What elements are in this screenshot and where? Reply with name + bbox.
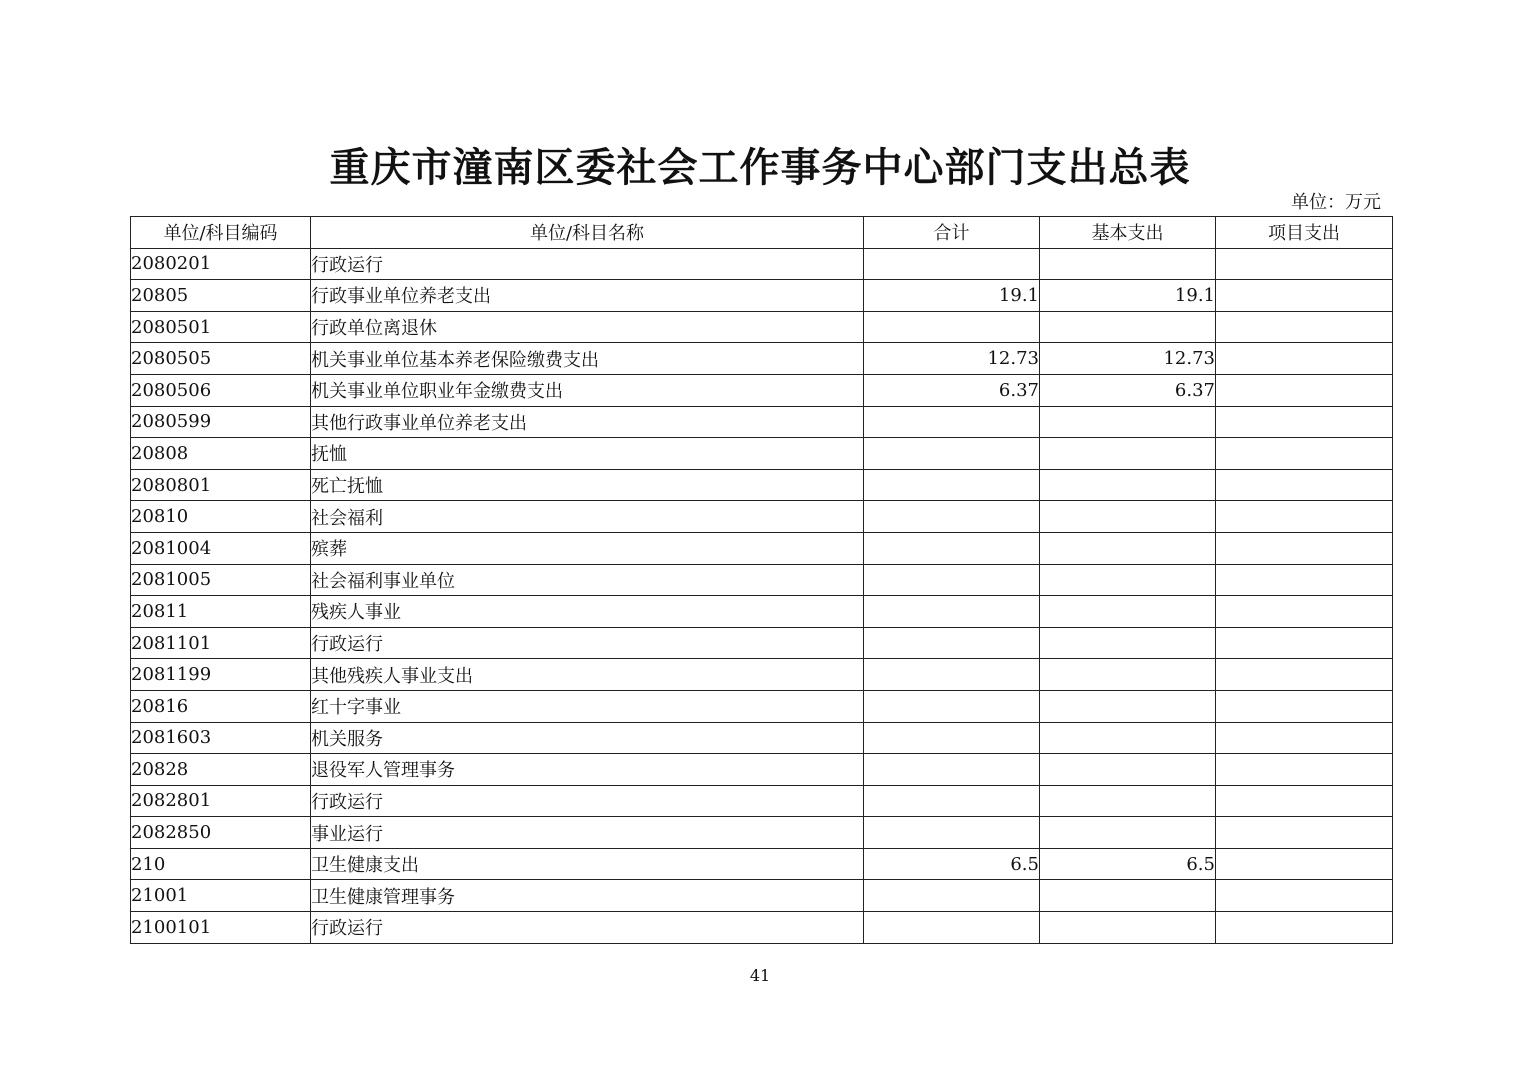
- cell-total: [864, 406, 1040, 438]
- cell-code: 20816: [131, 690, 311, 722]
- cell-basic: [1040, 785, 1216, 817]
- cell-total: [864, 564, 1040, 596]
- page-title: 重庆市潼南区委社会工作事务中心部门支出总表: [329, 144, 1191, 191]
- cell-code: 20811: [131, 596, 311, 628]
- cell-basic: [1040, 754, 1216, 786]
- cell-project: [1216, 438, 1393, 470]
- cell-project: [1216, 785, 1393, 817]
- cell-basic: [1040, 722, 1216, 754]
- cell-code: 2080501: [131, 311, 311, 343]
- page-number: 41: [749, 966, 771, 985]
- cell-project: [1216, 817, 1393, 849]
- cell-code: 2080801: [131, 469, 311, 501]
- cell-basic: [1040, 532, 1216, 564]
- cell-basic: [1040, 311, 1216, 343]
- table-row: [131, 343, 1393, 375]
- table-row: [131, 754, 1393, 786]
- cell-code: 2082850: [131, 817, 311, 849]
- cell-total: [864, 880, 1040, 912]
- cell-total: 12.73: [864, 343, 1040, 375]
- cell-basic: [1040, 690, 1216, 722]
- cell-basic: [1040, 627, 1216, 659]
- cell-project: [1216, 754, 1393, 786]
- cell-project: [1216, 280, 1393, 312]
- cell-name: 卫生健康支出: [311, 848, 864, 880]
- expense-table: [130, 216, 1393, 944]
- cell-code: 2080505: [131, 343, 311, 375]
- table-row: [131, 848, 1393, 880]
- cell-name: 行政单位离退休: [311, 311, 864, 343]
- cell-project: [1216, 722, 1393, 754]
- cell-basic: [1040, 659, 1216, 691]
- cell-basic: [1040, 248, 1216, 280]
- cell-project: [1216, 659, 1393, 691]
- cell-name: 行政运行: [311, 912, 864, 944]
- cell-project: [1216, 912, 1393, 944]
- cell-project: [1216, 848, 1393, 880]
- cell-name: 死亡抚恤: [311, 469, 864, 501]
- table-row: [131, 596, 1393, 628]
- table-row: [131, 311, 1393, 343]
- cell-code: 2080599: [131, 406, 311, 438]
- table-row: [131, 785, 1393, 817]
- cell-total: [864, 817, 1040, 849]
- table-row: [131, 627, 1393, 659]
- cell-code: 2082801: [131, 785, 311, 817]
- table-row: [131, 374, 1393, 406]
- cell-total: [864, 690, 1040, 722]
- cell-total: 19.1: [864, 280, 1040, 312]
- cell-name: 抚恤: [311, 438, 864, 470]
- cell-project: [1216, 690, 1393, 722]
- cell-basic: 12.73: [1040, 343, 1216, 375]
- cell-total: [864, 438, 1040, 470]
- cell-total: [864, 627, 1040, 659]
- table-row: [131, 532, 1393, 564]
- cell-total: [864, 532, 1040, 564]
- cell-name: 残疾人事业: [311, 596, 864, 628]
- cell-name: 退役军人管理事务: [311, 754, 864, 786]
- cell-code: 20828: [131, 754, 311, 786]
- cell-total: [864, 659, 1040, 691]
- cell-name: 行政运行: [311, 627, 864, 659]
- cell-total: [864, 754, 1040, 786]
- table-row: [131, 912, 1393, 944]
- header-total: 合计: [864, 217, 1040, 249]
- cell-name: 行政运行: [311, 248, 864, 280]
- cell-total: [864, 501, 1040, 533]
- cell-total: [864, 248, 1040, 280]
- cell-project: [1216, 311, 1393, 343]
- cell-code: 2081199: [131, 659, 311, 691]
- cell-code: 210: [131, 848, 311, 880]
- cell-total: [864, 469, 1040, 501]
- cell-total: [864, 722, 1040, 754]
- cell-name: 殡葬: [311, 532, 864, 564]
- table-row: [131, 564, 1393, 596]
- cell-name: 社会福利: [311, 501, 864, 533]
- cell-basic: [1040, 469, 1216, 501]
- cell-code: 2081603: [131, 722, 311, 754]
- table-row: [131, 469, 1393, 501]
- table-row: [131, 659, 1393, 691]
- cell-project: [1216, 406, 1393, 438]
- header-basic: 基本支出: [1040, 217, 1216, 249]
- table-row: [131, 690, 1393, 722]
- cell-project: [1216, 596, 1393, 628]
- cell-code: 2081101: [131, 627, 311, 659]
- cell-name: 行政事业单位养老支出: [311, 280, 864, 312]
- header-row: [131, 217, 1393, 249]
- cell-code: 20808: [131, 438, 311, 470]
- cell-basic: [1040, 501, 1216, 533]
- cell-basic: 6.37: [1040, 374, 1216, 406]
- cell-basic: [1040, 912, 1216, 944]
- cell-basic: [1040, 564, 1216, 596]
- cell-code: 2081005: [131, 564, 311, 596]
- cell-project: [1216, 469, 1393, 501]
- cell-total: [864, 311, 1040, 343]
- cell-basic: [1040, 817, 1216, 849]
- cell-name: 机关服务: [311, 722, 864, 754]
- cell-basic: [1040, 406, 1216, 438]
- table-row: [131, 248, 1393, 280]
- cell-total: 6.5: [864, 848, 1040, 880]
- cell-code: 2080201: [131, 248, 311, 280]
- cell-code: 21001: [131, 880, 311, 912]
- cell-basic: [1040, 438, 1216, 470]
- cell-project: [1216, 343, 1393, 375]
- header-name: 单位/科目名称: [311, 217, 864, 249]
- cell-project: [1216, 564, 1393, 596]
- table-row: [131, 722, 1393, 754]
- header-code: 单位/科目编码: [131, 217, 311, 249]
- cell-project: [1216, 627, 1393, 659]
- cell-total: [864, 785, 1040, 817]
- cell-name: 卫生健康管理事务: [311, 880, 864, 912]
- cell-name: 其他行政事业单位养老支出: [311, 406, 864, 438]
- cell-name: 社会福利事业单位: [311, 564, 864, 596]
- cell-basic: [1040, 880, 1216, 912]
- cell-basic: [1040, 596, 1216, 628]
- cell-project: [1216, 248, 1393, 280]
- table-row: [131, 880, 1393, 912]
- cell-code: 20805: [131, 280, 311, 312]
- cell-total: [864, 596, 1040, 628]
- cell-name: 机关事业单位基本养老保险缴费支出: [311, 343, 864, 375]
- cell-total: 6.37: [864, 374, 1040, 406]
- cell-total: [864, 912, 1040, 944]
- cell-code: 2080506: [131, 374, 311, 406]
- table-row: [131, 438, 1393, 470]
- cell-name: 机关事业单位职业年金缴费支出: [311, 374, 864, 406]
- cell-code: 20810: [131, 501, 311, 533]
- cell-project: [1216, 501, 1393, 533]
- cell-code: 2100101: [131, 912, 311, 944]
- table-row: [131, 501, 1393, 533]
- table-row: [131, 406, 1393, 438]
- cell-name: 事业运行: [311, 817, 864, 849]
- cell-project: [1216, 880, 1393, 912]
- cell-name: 行政运行: [311, 785, 864, 817]
- cell-name: 红十字事业: [311, 690, 864, 722]
- cell-basic: 19.1: [1040, 280, 1216, 312]
- cell-basic: 6.5: [1040, 848, 1216, 880]
- table-row: [131, 280, 1393, 312]
- header-project: 项目支出: [1216, 217, 1393, 249]
- cell-code: 2081004: [131, 532, 311, 564]
- cell-project: [1216, 532, 1393, 564]
- table-row: [131, 817, 1393, 849]
- cell-project: [1216, 374, 1393, 406]
- cell-name: 其他残疾人事业支出: [311, 659, 864, 691]
- unit-label: 单位：万元: [1291, 192, 1381, 213]
